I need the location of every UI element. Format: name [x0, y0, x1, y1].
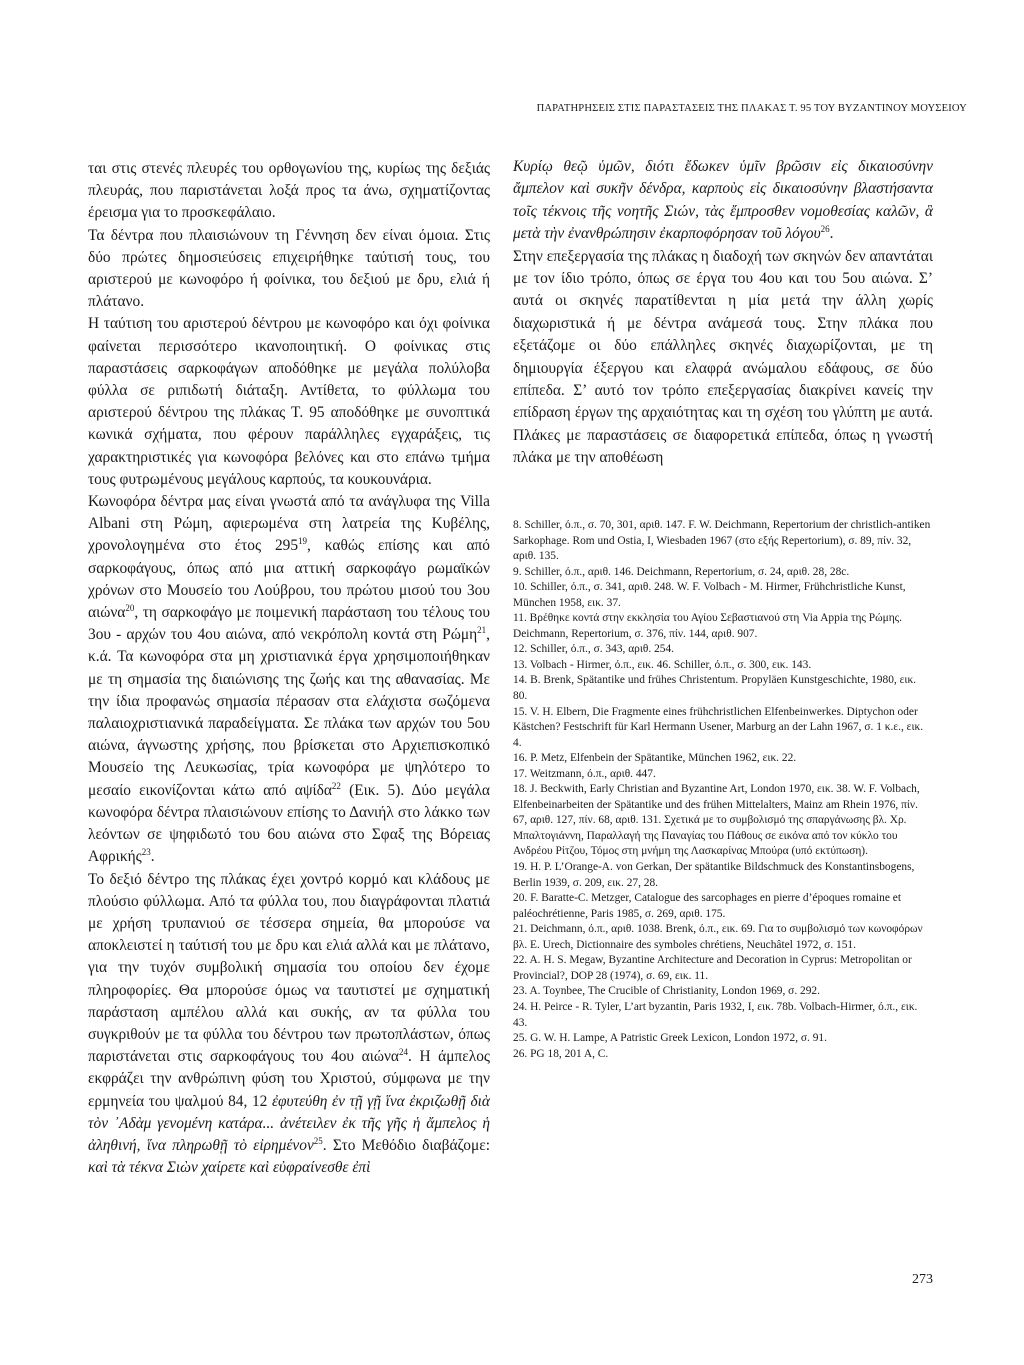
footnote: 21. Deichmann, ό.π., αριθ. 1038. Brenk, ό.π., εικ. 69. Για το συμβολισμό των κωνοφόρων βλ. E. Urech, Dictionnaire des symboles chrétiens, Neuchâtel 1972, σ. 151.: [513, 923, 923, 951]
paragraph: [88, 491, 490, 868]
text-run: .: [829, 225, 834, 243]
page-number: 273: [912, 1272, 933, 1287]
footnote-ref: 26: [820, 224, 830, 235]
footnote: 12. Schiller, ό.π., σ. 343, αριθ. 254.: [513, 643, 675, 656]
text-run: , κ.ά. Τα κωνοφόρα στα μη χριστιανικά έργα χρησιμοποιήθηκαν με τη σημασία της διαιώνισης της ζωής και της αθανασίας. Με την ίδια προφανώς σημασία πέρασαν στα ελάχιστα σωζόμενα παλαιοχριστιανικά παραδείγματα. Σε πλάκα των αρχών του 5ου αιώνα, άγνωστης χρήσης, που βρίσκεται στο Αρχιεπισκοπικό Μουσείο της Λευκωσίας, τρία κωνοφόρα με ψηλότερο το μεσαίο εικονίζονται κάτω από αψίδα: [88, 626, 490, 799]
footnote: 8. Schiller, ό.π., σ. 70, 301, αριθ. 147. F. W. Deichmann, Repertorium der christlich-antiken Sarkophage. Rom und Ostia, I, Wiesbaden 1967 (στο εξής Repertorium), σ. 89, πίν. 32, αριθ. 135.: [513, 519, 931, 563]
footnote-ref: 22: [331, 780, 341, 791]
text-run: (Εικ. 5). Δύο μεγάλα κωνοφόρα δέντρα πλαισιώνουν επίσης το Δανιήλ στο λάκκο των λεόντων σε ψηφιδωτό του 6ου αιώνα στο Σφαξ της Βόρειας Αφρικής: [88, 781, 490, 866]
text-run: , τη σαρκοφάγο με ποιμενική παράσταση του τέλους του 3ου - αρχών του 4ου αιώνα, από νεκρόπολη κοντά στη Ρώμη: [88, 604, 490, 644]
paragraph: Η ταύτιση του αριστερού δέντρου με κωνοφόρο και όχι φοίνικα φαίνεται περισσότερο ικανοποιητική. Ο φοίνικας στις παραστάσεις σαρκοφάγων αποδόθηκε με μεγάλα πολύλοβα φύλλα σε ριπιδωτή διάταξη. Αντίθετα, το φύλλωμα του αριστερού δέντρου της πλάκας Τ. 95 αποδόθηκε με συνοπτικά κωνικά σχήματα, που φέρουν παράλληλες εγχαράξεις, τις χαρακτηριστικές για κωνοφόρα βελόνες και στο επάνω τμήμα τους φυτρωμένους μεγάλους καρπούς, τα κουκουνάρια.: [88, 315, 490, 488]
text-run: .: [150, 848, 155, 866]
footnote: 18. J. Beckwith, Early Christian and Byzantine Art, London 1970, εικ. 38. W. F. Volbach, Elfenbeinarbeiten der Spätantike und des frühen Mittelalters, Mainz am Rhein 1976, πίν. 67, αριθ. 127, πίν. 68, αριθ. 131. Σχετικά με το συμβολισμό της σπαργάνωσης βλ. Χρ. Μπαλτογιάννη, Παραλλαγή της Παναγίας του Πάθους σε εικόνα από τον κύκλο του Ανδρέου Ρίτζου, Τόμος στη μνήμη της Λασκαρίνας Μπούρα (υπό εκτύπωση).: [513, 783, 920, 858]
footnote-ref: 24: [398, 1047, 408, 1057]
footnote: 19. H. P. L’Orange-A. von Gerkan, Der spätantike Bildschmuck des Konstantinsbogens, Berlin 1939, σ. 209, εικ. 27, 28.: [513, 861, 915, 889]
paragraph: Τα δέντρα που πλαισιώνουν τη Γέννηση δεν είναι όμοια. Στις δύο πρώτες δημοσιεύσεις επιχειρήθηκε ταύτισή τους, του αριστερού με κωνοφόρο ή φοίνικα, του δεξιού με δρυ, ελιά ή πλάτανο.: [88, 226, 490, 311]
paragraph: ται στις στενές πλευρές του ορθογωνίου της, κυρίως της δεξιάς πλευράς, που παριστάνεται λοξά προς τα άνω, σχηματίζοντας έρεισμα για το προσκεφάλαιο.: [88, 160, 490, 222]
footnote-ref: 19: [298, 536, 308, 547]
text-run: , καθώς επίσης και από σαρκοφάγους, όπως από μια αττική σαρκοφάγο ρωμαϊκών χρόνων στο Μουσείο του Λούβρου, του πρώτου μισού του 3ου αιώνα: [88, 537, 490, 622]
greek-quotation: Κυρίῳ θεῷ ὑμῶν, διότι ἔδωκεν ὑμῖν βρῶσιν εἰς δικαιοσύνην ἄμπελον καὶ συκῆν δένδρα, καρποὺς εἰς δικαιοσύνην βλαστήσαντα τοῖς τέκνοις τῆς νοητῆς Σιών, τὰς ἔμπροσθεν νομοθεσίας καλῶν, ἃ μετὰ τὴν ἐνανθρώπησιν ἐκαρποφόρησαν τοῦ λόγου: [513, 158, 933, 243]
footnote: 16. P. Metz, Elfenbein der Spätantike, München 1962, εικ. 22.: [513, 752, 797, 765]
footnote: 24. H. Peirce - R. Tyler, L’art byzantin, Paris 1932, I, εικ. 78b. Volbach-Hirmer, ό.π., εικ. 43.: [513, 1000, 918, 1029]
footnote: 11. Βρέθηκε κοντά στην εκκλησία του Αγίου Σεβαστιανού στη Via Appia της Ρώμης. Deichmann, Repertorium, σ. 376, πίν. 144, αριθ. 907.: [513, 612, 903, 640]
footnote-ref: 23: [141, 847, 151, 858]
footnote: 25. G. W. H. Lampe, A Patristic Greek Lexicon, London 1972, σ. 91.: [513, 1032, 827, 1045]
footnote-ref: 20: [125, 602, 135, 613]
text-run: . Η άμπελος εκφράζει την ανθρώπινη φύση του Χριστού, σύμφωνα με την ερμηνεία του ψαλμού 84, 12: [88, 1048, 490, 1110]
paragraph: Στην επεξεργασία της πλάκας η διαδοχή των σκηνών δεν απαντάται με τον ίδιο τρόπο, όπως σε έργα του 4ου και του 5ου αιώνα. Σ’ αυτά οι σκηνές παρατίθενται η μία μετά την άλλη χωρίς διαχωριστικά ή με δέντρα ανάμεσά τους. Στην πλάκα που εξετάζομε οι δύο επάλληλες σκηνές διαχωρίζονται, με τη δημιουργία έξεργου και ελαφρά ανώμαλου εδάφους, σε δύο επίπεδα. Σ’ αυτό τον τρόπο επεξεργασίας διακρίνει κανείς την επίδραση έργων της αρχαιότητας και τη σχέση του γλύπτη με αυτά. Πλάκες με παραστάσεις σε διαφορετικά επίπεδα, όπως η γνωστή πλάκα με την αποθέωση: [513, 247, 933, 467]
footnote: 13. Volbach - Hirmer, ό.π., εικ. 46. Schiller, ό.π., σ. 300, εικ. 143.: [513, 658, 812, 671]
left-text-column: [88, 158, 490, 1179]
footnotes: [513, 518, 933, 1062]
paragraph: [513, 156, 933, 246]
text-run: Κωνοφόρα δέντρα μας είναι γνωστά από τα ανάγλυφα της Villa Albani στη Ρώμη, αφιερωμένα στη λατρεία της Κυβέλης, χρονολογημένα στο έτος 295: [88, 493, 490, 555]
footnote: 15. V. H. Elbern, Die Fragmente eines frühchristlichen Elfenbeinwerkes. Diptychon oder Kästchen? Festschrift für Karl Hermann Usener, Marburg an der Lahn 1967, σ. 1 κ.ε., εικ. 4.: [513, 705, 924, 749]
footnote: 26. PG 18, 201 A, C.: [513, 1047, 609, 1060]
footnote: 22. A. H. S. Megaw, Byzantine Architecture and Decoration in Cyprus: Metropolitan or Provincial?, DOP 28 (1974), σ. 69, εικ. 11.: [513, 954, 912, 982]
text-run: Το δεξιό δέντρο της πλάκας έχει χοντρό κορμό και κλάδους με πλούσιο φύλλωμα. Από τα φύλλα του, που διαγράφονται πλατιά με χρήση τρυπανιού σε τέσσερα σημεία, θα μπορούσε να αποκλειστεί η ταύτισή του με δρυ και ελιά αλλά και με πλάτανο, για την τυχόν συμβολική σημασία του οποίου δεν έχομε πληροφορίες. Θα μπορούσε όμως να ταυτιστεί με σχηματική παράσταση αμπέλου αλλά και συκής, αν τα φύλλα του συγκριθούν με τα φύλλα του δέντρου των πρωτοπλάστων, όπως παριστάνεται στις σαρκοφάγους του 4ου αιώνα: [88, 870, 490, 1066]
greek-quotation: ἐφυτεύθη ἐν τῇ γῇ ἵνα ἐκριζωθῇ διὰ τὸν ᾿Αδὰμ γενομένη κατάρα... ἀνέτειλεν ἐκ τῆς γῆς ἡ ἄμπελος ἡ ἀληθινή, ἵνα πληρωθῇ τὸ εἰρημένον: [88, 1092, 490, 1154]
greek-quotation: καὶ τὰ τέκνα Σιὼν χαίρετε καὶ εὐφραίνεσθε ἐπὶ: [88, 1159, 371, 1177]
footnote-ref: 25: [313, 1135, 323, 1146]
footnote: 23. A. Toynbee, The Crucible of Christianity, London 1969, σ. 292.: [513, 985, 820, 998]
footnote: 14. B. Brenk, Spätantike und frühes Christentum. Propyläen Kunstgeschichte, 1980, εικ. 80.: [513, 674, 917, 703]
footnote: 20. F. Baratte-C. Metzger, Catalogue des sarcophages en pierre d’époques romaine et paléochrétienne, Paris 1985, σ. 269, αριθ. 175.: [513, 892, 901, 920]
footnote: 17. Weitzmann, ό.π., αριθ. 447.: [513, 767, 656, 780]
footnote: 10. Schiller, ό.π., σ. 341, αριθ. 248. W. F. Volbach - M. Hirmer, Frühchristliche Kunst, München 1958, εικ. 37.: [513, 581, 906, 609]
paragraph: [88, 869, 490, 1180]
footnote-ref: 21: [477, 625, 487, 636]
right-text-column: [513, 156, 933, 470]
text-run: . Στο Μεθόδιο διαβάζομε:: [322, 1136, 490, 1154]
footnote: 9. Schiller, ό.π., αριθ. 146. Deichmann, Repertorium, σ. 24, αριθ. 28, 28c.: [513, 565, 850, 578]
running-header: ΠΑΡΑΤΗΡΗΣΕΙΣ ΣΤΙΣ ΠΑΡΑΣΤΑΣΕΙΣ ΤΗΣ ΠΛΑΚΑΣ Τ. 95 ΤΟΥ ΒΥΖΑΝΤΙΝΟΥ ΜΟΥΣΕΙΟΥ: [536, 103, 967, 114]
